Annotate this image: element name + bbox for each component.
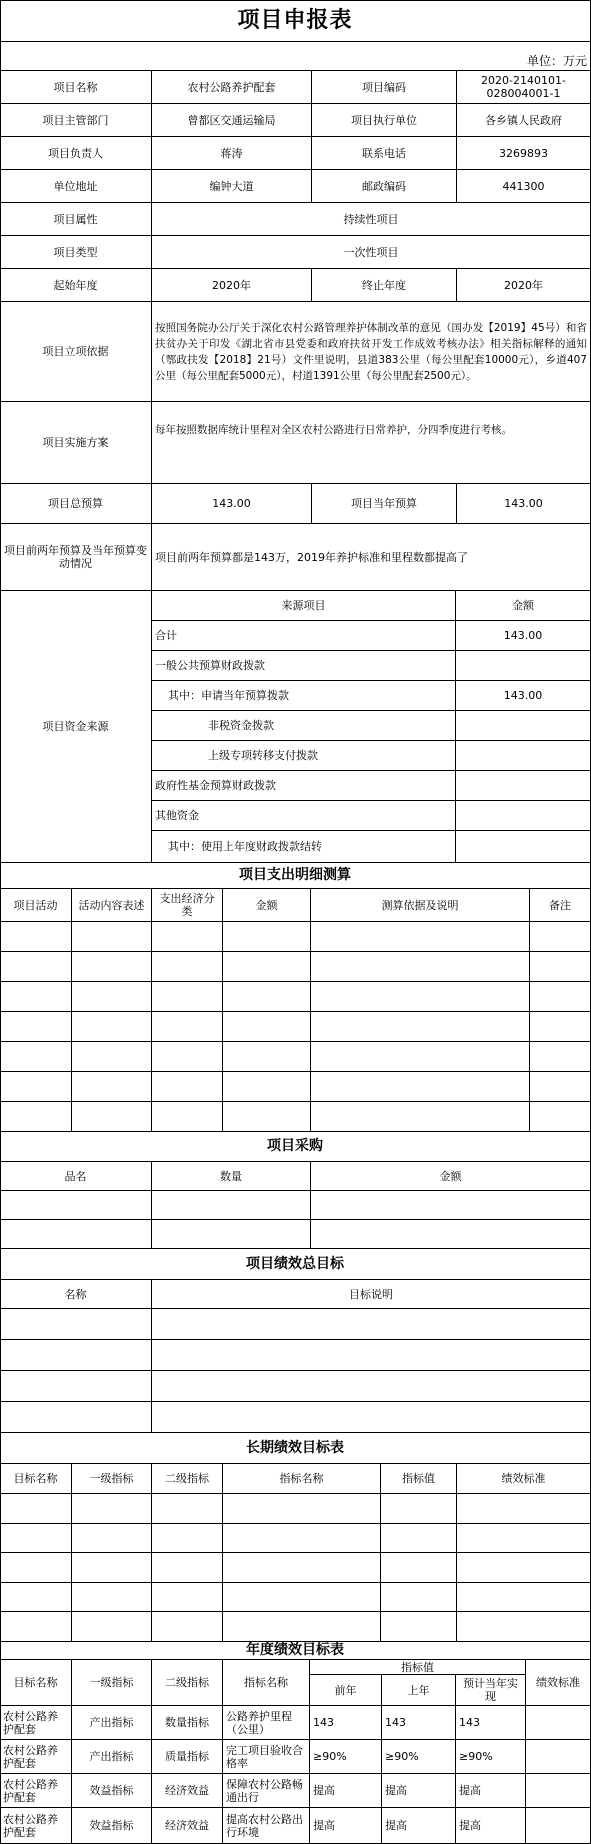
annual-indicator: 完工项目验收合格率 [223,1740,310,1774]
annual-std [526,1774,591,1808]
long-term-cell [223,1553,381,1583]
long-term-header: 二级指标 [152,1464,223,1494]
project-code: 2020-2140101-028004001-1 [457,71,591,104]
expense-header: 项目活动 [0,889,72,922]
long-term-cell [223,1524,381,1554]
expense-cell [223,952,311,982]
long-term-cell [457,1583,591,1613]
annual-header: 指标名称 [223,1660,310,1706]
address: 编钟大道 [152,170,312,203]
annual-goal: 农村公路养护配套 [0,1808,72,1844]
perf-total-header: 目标说明 [152,1280,591,1309]
long-term-header: 目标名称 [0,1464,72,1494]
annual-l1: 产出指标 [72,1740,152,1774]
phone-label: 联系电话 [312,137,457,170]
change-label: 项目前两年预算及当年预算变动情况 [0,524,152,591]
expense-cell [530,1042,591,1072]
long-term-cell [381,1494,457,1524]
expense-cell [0,922,72,952]
expense-cell [311,1102,530,1132]
annual-title: 年度绩效目标表 [0,1642,591,1660]
funding-col-amount: 金额 [456,591,591,621]
long-term-cell [72,1494,152,1524]
procurement-cell [152,1220,311,1249]
long-term-header: 绩效标准 [457,1464,591,1494]
long-term-cell [381,1583,457,1613]
annual-l2: 经济效益 [152,1808,223,1844]
annual-prev2: 提高 [310,1808,382,1844]
expense-header: 支出经济分类 [152,889,223,922]
attr-label: 项目属性 [0,203,152,236]
expense-cell [0,1042,72,1072]
type-label: 项目类型 [0,236,152,269]
long-term-cell [72,1553,152,1583]
long-term-header: 指标名称 [223,1464,381,1494]
annual-prev1: 143 [382,1706,456,1740]
annual-prev1: 提高 [382,1774,456,1808]
manager: 蒋涛 [152,137,312,170]
expense-cell [311,982,530,1012]
expense-cell [152,1042,223,1072]
long-term-cell [0,1524,72,1554]
expense-cell [72,1102,152,1132]
expense-cell [152,1102,223,1132]
long-term-cell [72,1524,152,1554]
annual-prev1: ≥90% [382,1740,456,1774]
long-term-cell [152,1524,223,1554]
funding-row-amount [456,801,591,831]
annual-cur: 提高 [456,1774,526,1808]
annual-header: 一级指标 [72,1660,152,1706]
long-term-cell [0,1583,72,1613]
annual-goal: 农村公路养护配套 [0,1774,72,1808]
procurement-header: 品名 [0,1162,152,1191]
procurement-cell [152,1191,311,1220]
expense-cell [530,1102,591,1132]
annual-l2: 数量指标 [152,1706,223,1740]
perf-total-cell [0,1371,152,1402]
procurement-cell [311,1191,591,1220]
long-term-cell [381,1612,457,1642]
long-term-cell [381,1553,457,1583]
long-term-cell [381,1524,457,1554]
funding-row-name: 非税资金拨款 [152,711,456,741]
annual-prev2: 提高 [310,1774,382,1808]
type: 一次性项目 [152,236,591,269]
project-code-label: 项目编码 [312,71,457,104]
funding-label: 项目资金来源 [0,591,152,863]
plan-text: 每年按照数据库统计里程对全区农村公路进行日常养护，分四季度进行考核。 [152,402,591,484]
procurement-cell [311,1220,591,1249]
long-term-cell [152,1583,223,1613]
postcode: 441300 [457,170,591,203]
expense-header: 活动内容表述 [72,889,152,922]
expense-cell [0,982,72,1012]
long-term-cell [457,1553,591,1583]
annual-cur: 提高 [456,1808,526,1844]
manager-label: 项目负责人 [0,137,152,170]
annual-indicator: 提高农村公路出行环境 [223,1808,310,1844]
funding-row-amount [456,711,591,741]
expense-cell [223,982,311,1012]
total-budget-label: 项目总预算 [0,484,152,524]
annual-std [526,1740,591,1774]
annual-sub-header: 上年 [382,1675,456,1706]
funding-row-amount [456,741,591,771]
annual-l2: 质量指标 [152,1740,223,1774]
start-year: 2020年 [152,269,312,302]
annual-header: 指标值 [310,1660,526,1675]
expense-cell [223,1072,311,1102]
expense-cell [223,922,311,952]
expense-cell [223,1012,311,1042]
annual-std [526,1808,591,1844]
expense-cell [72,1042,152,1072]
long-term-cell [152,1612,223,1642]
expense-cell [530,952,591,982]
expense-cell [152,922,223,952]
project-name: 农村公路养护配套 [152,71,312,104]
expense-header: 备注 [530,889,591,922]
funding-row-amount [456,651,591,681]
end-year-label: 终止年度 [312,269,457,302]
perf-total-header: 名称 [0,1280,152,1309]
year-budget-label: 项目当年预算 [312,484,457,524]
annual-cur: 143 [456,1706,526,1740]
annual-header: 目标名称 [0,1660,72,1706]
funding-row-name: 政府性基金预算财政拨款 [152,771,456,801]
expense-cell [311,952,530,982]
annual-l1: 效益指标 [72,1808,152,1844]
expense-cell [311,1072,530,1102]
annual-prev1: 提高 [382,1808,456,1844]
expense-cell [152,982,223,1012]
expense-cell [311,922,530,952]
funding-row-amount [456,831,591,863]
long-term-cell [457,1524,591,1554]
plan-label: 项目实施方案 [0,402,152,484]
long-term-header: 一级指标 [72,1464,152,1494]
funding-row-amount: 143.00 [456,621,591,651]
procurement-header: 数量 [152,1162,311,1191]
year-budget: 143.00 [457,484,591,524]
expense-cell [530,1012,591,1042]
address-label: 单位地址 [0,170,152,203]
annual-l1: 产出指标 [72,1706,152,1740]
long-term-cell [152,1494,223,1524]
expense-cell [530,1072,591,1102]
expense-cell [223,1102,311,1132]
annual-indicator: 保障农村公路畅通出行 [223,1774,310,1808]
annual-std [526,1706,591,1740]
funding-row-name: 合计 [152,621,456,651]
basis-text: 按照国务院办公厅关于深化农村公路管理养护体制改革的意见（国办发【2019】45号）和省扶贫办关于印发《湖北省市县党委和政府扶贫开发工作成效考核办法》相关指标解释的通知（鄂政扶发【2018】21号）文件里说明，县道383公里（每公里配套10000元），乡道407公里（每公里配套5000元），村道1391公里（每公里配套2500元）。 [152,302,591,402]
total-budget: 143.00 [152,484,312,524]
expense-cell [152,1072,223,1102]
basis-label: 项目立项依据 [0,302,152,402]
expense-cell [0,952,72,982]
long-term-cell [223,1583,381,1613]
expense-cell [311,1012,530,1042]
expense-cell [72,1072,152,1102]
procurement-header: 金额 [311,1162,591,1191]
expense-cell [311,1042,530,1072]
long-term-cell [223,1494,381,1524]
expense-cell [223,1042,311,1072]
start-year-label: 起始年度 [0,269,152,302]
expense-cell [530,922,591,952]
expense-header: 测算依据及说明 [311,889,530,922]
long-term-cell [457,1612,591,1642]
change-text: 项目前两年预算都是143万，2019年养护标准和里程数都提高了 [152,524,591,591]
long-term-cell [457,1494,591,1524]
perf-total-cell [152,1309,591,1340]
perf-total-title: 项目绩效总目标 [0,1249,591,1280]
expense-cell [72,922,152,952]
expense-cell [152,952,223,982]
procurement-cell [0,1220,152,1249]
form-title: 项目申报表 [0,0,591,42]
perf-total-cell [0,1309,152,1340]
expense-title: 项目支出明细测算 [0,863,591,889]
annual-cur: ≥90% [456,1740,526,1774]
annual-header: 二级指标 [152,1660,223,1706]
annual-prev2: 143 [310,1706,382,1740]
funding-row-name: 其中：使用上年度财政拨款结转 [152,831,456,863]
postcode-label: 邮政编码 [312,170,457,203]
dept: 曾都区交通运输局 [152,104,312,137]
expense-cell [152,1012,223,1042]
perf-total-cell [152,1340,591,1371]
unit-label: 单位：万元 [0,42,591,71]
annual-header: 绩效标准 [526,1660,591,1706]
attr: 持续性项目 [152,203,591,236]
long-term-title: 长期绩效目标表 [0,1433,591,1464]
dept-label: 项目主管部门 [0,104,152,137]
annual-sub-header: 预计当年实现 [456,1675,526,1706]
funding-row-name: 上级专项转移支付拨款 [152,741,456,771]
long-term-cell [0,1494,72,1524]
annual-sub-header: 前年 [310,1675,382,1706]
exec-unit: 各乡镇人民政府 [457,104,591,137]
expense-cell [0,1012,72,1042]
expense-cell [72,1012,152,1042]
funding-row-name: 其中：申请当年预算拨款 [152,681,456,711]
long-term-cell [223,1612,381,1642]
expense-cell [530,982,591,1012]
perf-total-cell [152,1402,591,1433]
annual-goal: 农村公路养护配套 [0,1740,72,1774]
long-term-cell [72,1583,152,1613]
funding-row-amount: 143.00 [456,681,591,711]
procurement-cell [0,1191,152,1220]
perf-total-cell [0,1340,152,1371]
annual-indicator: 公路养护里程（公里） [223,1706,310,1740]
expense-cell [0,1102,72,1132]
expense-header: 金额 [223,889,311,922]
long-term-cell [0,1553,72,1583]
funding-row-name: 一般公共预算财政拨款 [152,651,456,681]
long-term-header: 指标值 [381,1464,457,1494]
long-term-cell [152,1553,223,1583]
annual-l2: 经济效益 [152,1774,223,1808]
procurement-title: 项目采购 [0,1132,591,1162]
annual-goal: 农村公路养护配套 [0,1706,72,1740]
funding-col-source: 来源项目 [152,591,456,621]
phone: 3269893 [457,137,591,170]
funding-row-name: 其他资金 [152,801,456,831]
perf-total-cell [152,1371,591,1402]
long-term-cell [0,1612,72,1642]
funding-row-amount [456,771,591,801]
exec-unit-label: 项目执行单位 [312,104,457,137]
expense-cell [72,952,152,982]
annual-prev2: ≥90% [310,1740,382,1774]
long-term-cell [72,1612,152,1642]
expense-cell [72,982,152,1012]
perf-total-cell [0,1402,152,1433]
end-year: 2020年 [457,269,591,302]
annual-l1: 效益指标 [72,1774,152,1808]
project-name-label: 项目名称 [0,71,152,104]
expense-cell [0,1072,72,1102]
